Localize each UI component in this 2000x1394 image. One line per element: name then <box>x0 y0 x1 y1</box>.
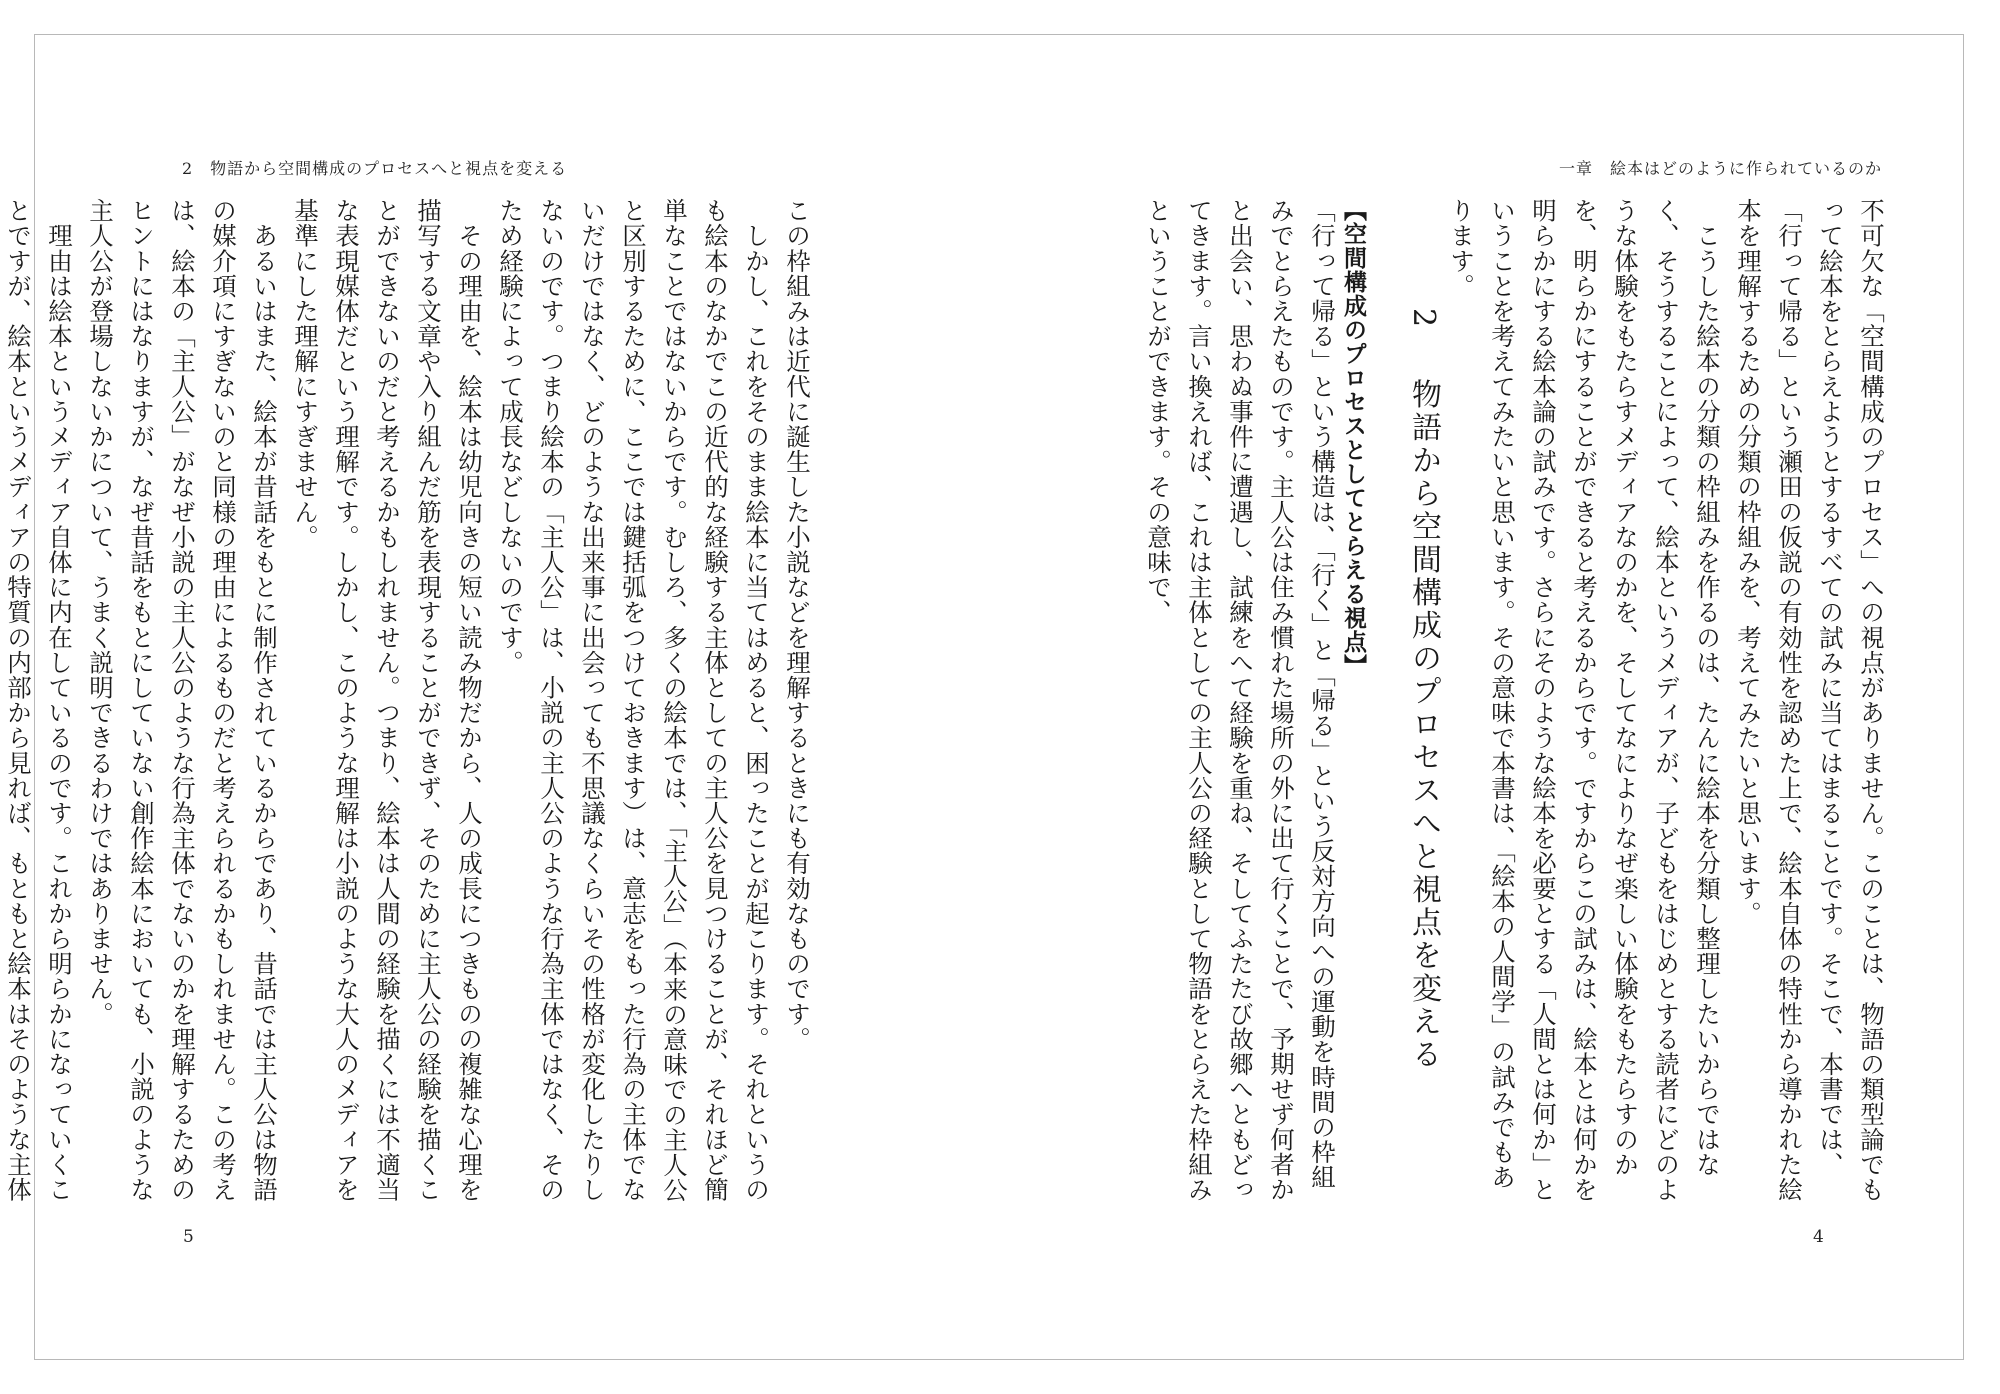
section-heading <box>1385 308 1445 1072</box>
paragraph: この枠組みは近代に誕生した小説などを理解するときにも有効なものです。 <box>783 198 812 1052</box>
left-page-body <box>4 198 818 1208</box>
section-title: 物語から空間構成のプロセスへと視点を変える <box>1406 378 1441 1072</box>
paragraph: 理由は絵本というメディア自体に内在しているのです。これから明らかになっていくことですが、絵本というメディアの特質の内部から見れば、もともと絵本はそのような主体 <box>4 198 74 1202</box>
subheading: 【空間構成のプロセスとしてとらえる視点】 <box>1340 198 1366 678</box>
paragraph: 「行って帰る」という構造は、「行く」と「帰る」という反対方向への運動を時間の枠組みでとらえたものです。主人公は住み慣れた場所の外に出て行くことで、予期せず何者かと出会い、思わぬ事件に遭遇し、試練をへて経験を重ね、そしてふたたび故郷へともどってきます。言い換えれば、これは主体としての主人公の経験として物語をとらえた枠組みということができます。その意味で、 <box>1144 198 1337 1202</box>
right-page-body-top <box>1447 198 1892 1208</box>
paragraph: 不可欠な「空間構成のプロセス」への視点がありません。このことは、物語の類型論でもって絵本をとらえようとするすべての試みに当てはまることです。そこで、本書では、「行って帰る」という瀬田の仮説の有効性を認めた上で、絵本自体の特性から導かれた絵本を理解するための分類の枠組みを、考えてみたいと思います。 <box>1734 198 1886 1202</box>
running-head-left: 2 物語から空間構成のプロセスへと視点を変える <box>182 159 568 178</box>
page-number-left: 5 <box>183 1227 194 1247</box>
paragraph: こうした絵本の分類の枠組みを作るのは、たんに絵本を分類し整理したいからではなく、そうすることによって、絵本というメディアが、子どもをはじめとする読者にどのような体験をもたらすメディアなのかを、そしてなによりなぜ楽しい体験をもたらすのかを、明らかにすることができると考えるからです。ですからこの試みは、絵本とは何かを明らかにする絵本論の試みです。さらにそのような絵本を必要とする「人間とは何か」ということを考えてみたいと思います。その意味で本書は、「絵本の人間学」の試みでもあります。 <box>1447 198 1722 1202</box>
page-number-right: 4 <box>1813 1227 1824 1247</box>
paragraph: あるいはまた、絵本が昔話をもとに制作されているからであり、昔話では主人公は物語の媒介項にすぎないのと同様の理由によるものだと考えられるかもしれません。この考えは、絵本の「主人公」がなぜ小説の主人公のような行為主体でないのかを理解するためのヒントにはなりますが、なぜ昔話をもとにしていない創作絵本においても、小説のような主人公が登場しないかについて、うまく説明できるわけではありません。 <box>86 198 279 1202</box>
right-page <box>1000 0 2000 1394</box>
right-page-body-bottom <box>1144 198 1343 1208</box>
running-head-right: 一章 絵本はどのように作られているのか <box>1558 159 1882 178</box>
paragraph: その理由を、絵本は幼児向きの短い読み物だから、人の成長につきものの複雑な心理を描写する文章や入り組んだ筋を表現することができず、そのために主人公の経験を描くことができないのだと考えるかもしれません。つまり、絵本は人間の経験を描くには不適当な表現媒体だという理解です。しかし、このような理解は小説のような大人のメディアを基準にした理解にすぎません。 <box>291 198 484 1202</box>
section-number: 2 <box>1406 308 1441 331</box>
paragraph: しかし、これをそのまま絵本に当てはめると、困ったことが起こります。それというのも絵本のなかでこの近代的な経験する主体としての主人公を見つけることが、それほど簡単なことではないからです。むしろ、多くの絵本では、「主人公」（本来の意味での主人公と区別するために、ここでは鍵括弧をつけておきます）は、意志をもった行為の主体でないだけではなく、どのような出来事に出会っても不思議なくらいその性格が変化したりしないのです。つまり絵本の「主人公」は、小説の主人公のような行為主体ではなく、そのため経験によって成長などしないのです。 <box>496 198 771 1203</box>
